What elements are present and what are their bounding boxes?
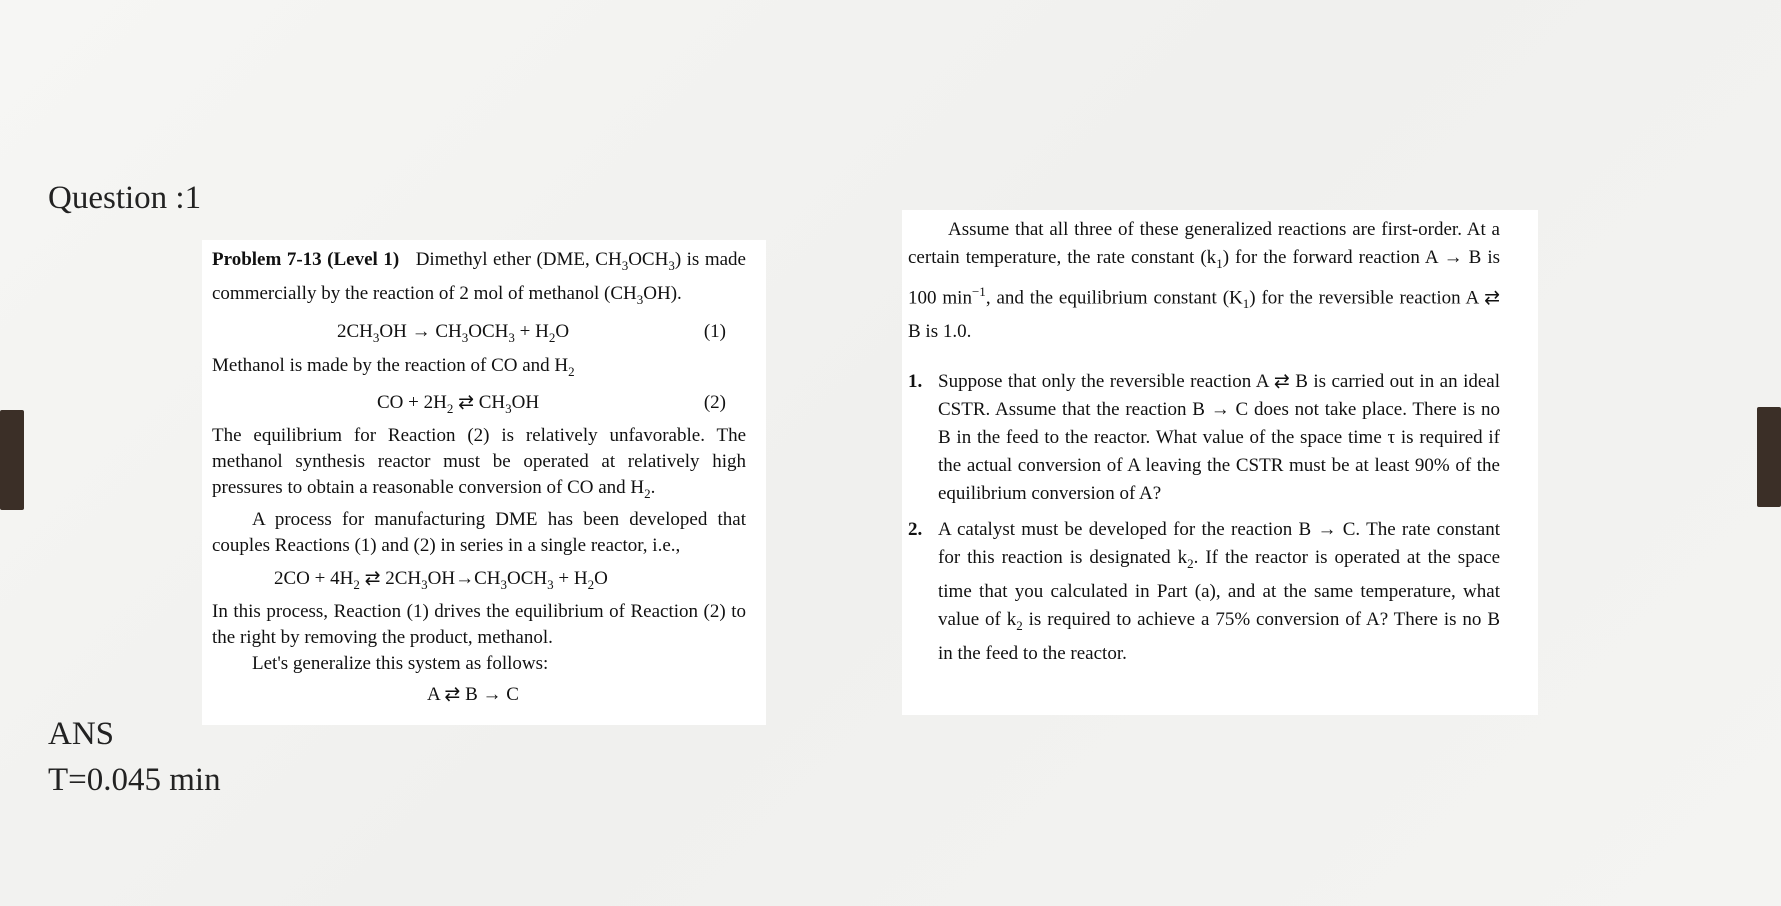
problem-intro: Problem 7-13 (Level 1) Dimethyl ether (DME, $CH_3OCH_3$) is made commercially by the reaction of 2 mol of methanol $(CH_3OH)$.: [212, 249, 746, 307]
answer-value: T=0.045 min: [48, 762, 221, 798]
methanol-line: Methanol is made by the reaction of CO and $H_2$: [212, 354, 575, 379]
answer-label: ANS: [48, 716, 115, 752]
question-item-2: 2. A catalyst must be developed for the reaction B → C. The rate constant for this reaction is designated $k_2$. If the reactor is operated at the space time that you calculated in Part (a), and at the same temperature, what value of $k_2$ is required to achieve a 75% conversion of A? There is no B in the feed to the reactor.: [908, 518, 1501, 664]
equation-1: $2CH_3OH \to CH_3OCH_3 + H_2O$ (1): [212, 314, 746, 350]
problem-left-scan: [202, 240, 766, 725]
problem-right-scan: [902, 210, 1538, 715]
question-item-1: 1. Suppose that only the reversible reaction A ⇄ B is carried out in an ideal CSTR. Assume that the reaction B → C does not take place. There is no B in the feed to the reactor. What value of the space time τ is required if the actual conversion of A leaving the CSTR must be at least 90% of the equilibrium conversion of A?: [908, 370, 1500, 504]
question-title: Question :1: [48, 180, 202, 216]
problem-heading: Problem 7-13 (Level 1): [212, 249, 400, 270]
process-paragraph: A process for manufacturing DME has been developed that couples Reactions (1) and (2) in series in a single reactor, i.e.,: [212, 509, 746, 557]
equilibrium-paragraph: The equilibrium for Reaction (2) is relatively unfavorable. The methanol synthesis reactor must be operated at relatively high pressures to obtain a reasonable conversion of CO and $H_2$.: [212, 425, 746, 502]
equation-4: A ⇄ B → C: [427, 684, 519, 706]
equation-1-number: (1): [703, 320, 726, 342]
right-edge-tab[interactable]: [1757, 407, 1781, 507]
equation-3: $2CO + 4H_2$ ⇄ $2CH_3OH\to CH_3OCH_3 + H_2O$: [274, 568, 608, 592]
assumption-paragraph: Assume that all three of these generalized reactions are first-order. At a certain temperature, the rate constant $(k_1)$ for the forward reaction A → B is 100 $\min^{-1}$, and the equilibrium constant $(K_1)$ for the reversible reaction A ⇄ B is 1.0.: [908, 219, 1500, 342]
drive-paragraph: In this process, Reaction (1) drives the equilibrium of Reaction (2) to the right by removing the product, methanol.: [212, 601, 746, 649]
equation-2-number: (2): [703, 392, 726, 414]
equation-2: CO + $2H_2$ ⇄ $CH_3OH$ (2): [212, 385, 746, 421]
left-edge-tab[interactable]: [0, 410, 24, 510]
generalize-paragraph: Let's generalize this system as follows:: [252, 653, 549, 675]
